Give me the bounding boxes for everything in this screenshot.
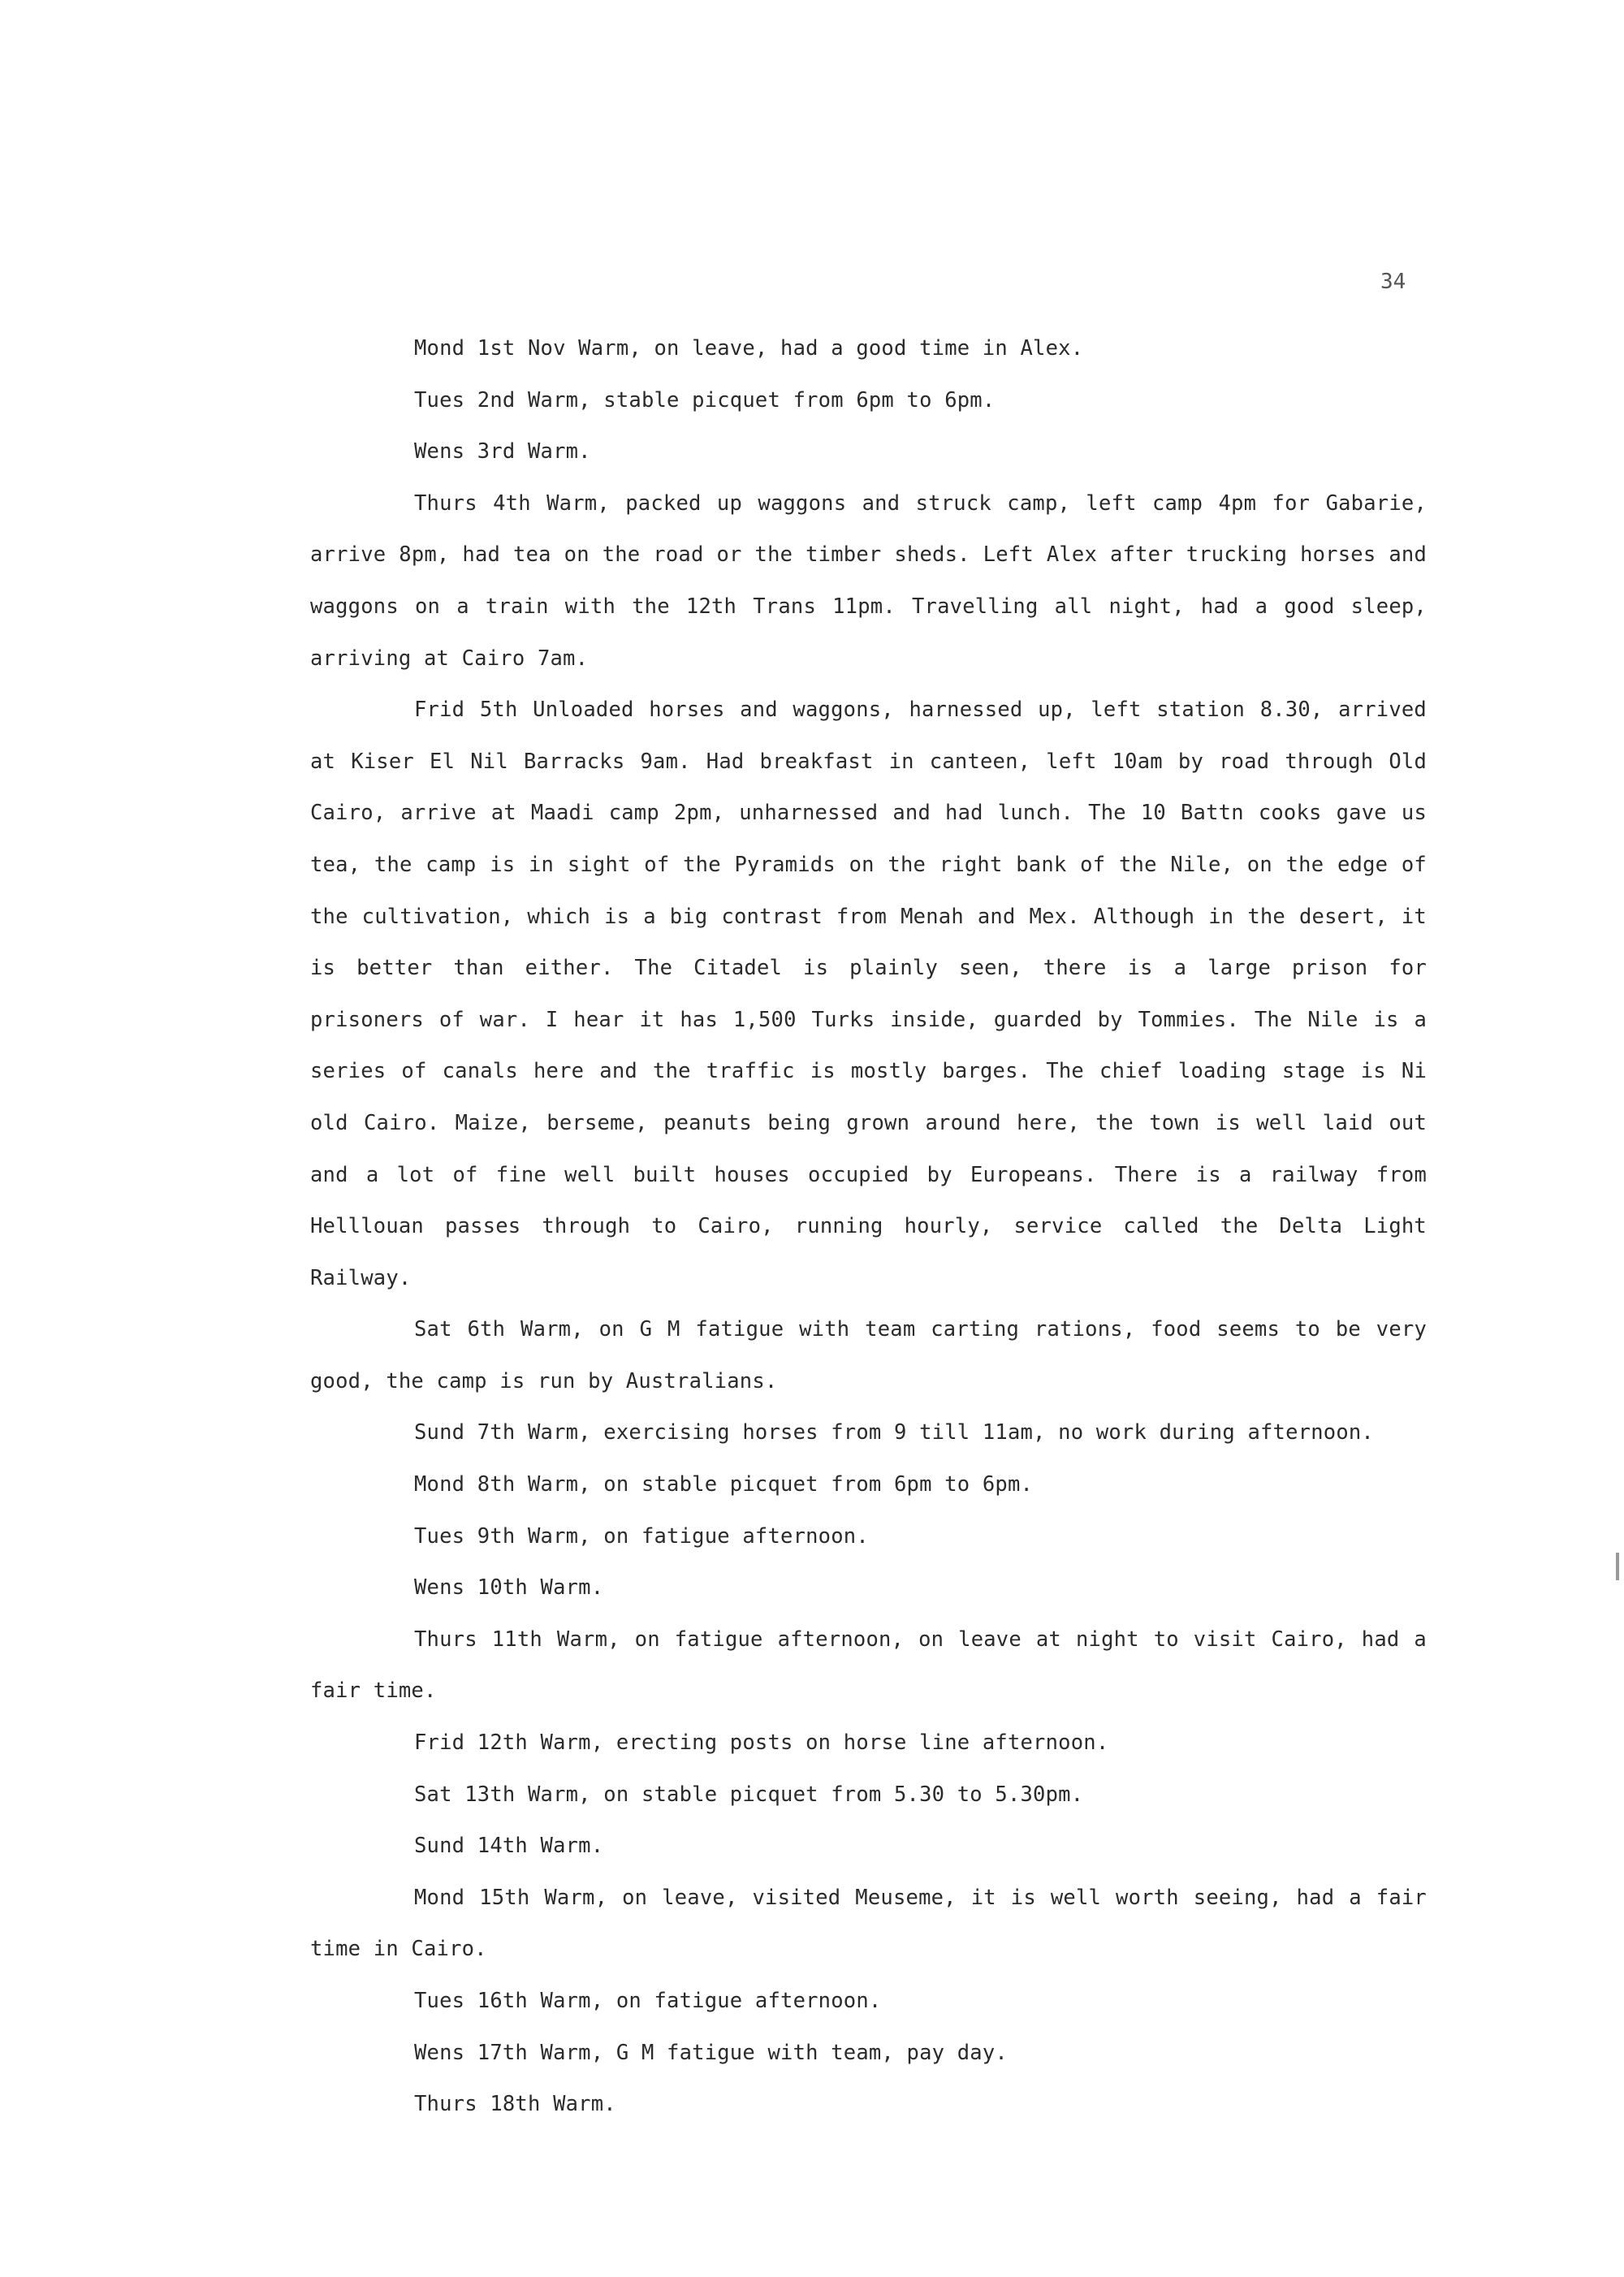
diary-entry: Tues 16th Warm, on fatigue afternoon. — [414, 1989, 882, 2013]
diary-entry: Mond 15th Warm, on leave, visited Meuseme, it is well worth seeing, had a fair time in Cairo. — [310, 1885, 1427, 1962]
diary-entry: Wens 10th Warm. — [414, 1575, 604, 1601]
diary-entry: Wens 3rd Warm. — [414, 439, 591, 464]
diary-entry: Tues 2nd Warm, stable picquet from 6pm to 6pm. — [414, 387, 996, 413]
diary-entry: Sat 6th Warm, on G M fatigue with team carting rations, food seems to be very good, the camp is run by Australians. — [310, 1317, 1427, 1393]
diary-entry: Wens 17th Warm, G M fatigue with team, pay day. — [414, 2040, 1008, 2065]
diary-entry: Thurs 4th Warm, packed up waggons and struck camp, left camp 4pm for Gabarie, arrive 8pm, had tea on the road or the timber sheds. Left Alex after trucking horses and waggons on a train with the 12th Trans 11pm. Travelling all night, had a good sleep, arriving at Cairo 7am. — [310, 490, 1427, 671]
scan-edge-mark — [1616, 1553, 1619, 1580]
diary-entry: Mond 8th Warm, on stable picquet from 6pm to 6pm. — [414, 1472, 1034, 1497]
diary-entry: Sund 7th Warm, exercising horses from 9 till 11am, no work during afternoon. — [414, 1420, 1374, 1445]
diary-entry: Thurs 18th Warm. — [414, 2092, 616, 2117]
diary-entry: Sund 14th Warm. — [414, 1834, 604, 1859]
diary-entry: Mond 1st Nov Warm, on leave, had a good time in Alex. — [414, 336, 1084, 361]
page-number: 34 — [1380, 270, 1406, 294]
diary-entry: Thurs 11th Warm, on fatigue afternoon, on leave at night to visit Cairo, had a fair time. — [310, 1627, 1427, 1704]
diary-entry: Frid 12th Warm, erecting posts on horse line afternoon. — [414, 1730, 1109, 1756]
diary-entry: Tues 9th Warm, on fatigue afternoon. — [414, 1523, 869, 1549]
diary-entry: Sat 13th Warm, on stable picquet from 5.30 to 5.30pm. — [414, 1782, 1084, 1807]
diary-text — [310, 323, 1427, 2131]
diary-entry: Frid 5th Unloaded horses and waggons, harnessed up, left station 8.30, arrived at Kiser El Nil Barracks 9am. Had breakfast in canteen, left 10am by road through Old Cairo, arrive at Maadi camp 2pm, unharnessed and had lunch. The 10 Battn cooks gave us tea, the camp is in sight of the Pyramids on the right bank of the Nile, on the edge of the cultivation, which is a big contrast from Menah and Mex. Although in the desert, it is better than either. The Citadel is plainly seen, there is a large prison for prisoners of war. I hear it has 1,500 Turks inside, guarded by Tommies. The Nile is a series of canals here and the traffic is mostly barges. The chief loading stage is Ni old Cairo. Maize, berseme, peanuts being grown around here, the town is well laid out and a lot of fine well built houses occupied by Europeans. There is a railway from Helllouan passes through to Cairo, running hourly, service called the Delta Light Railway. — [310, 698, 1427, 1290]
